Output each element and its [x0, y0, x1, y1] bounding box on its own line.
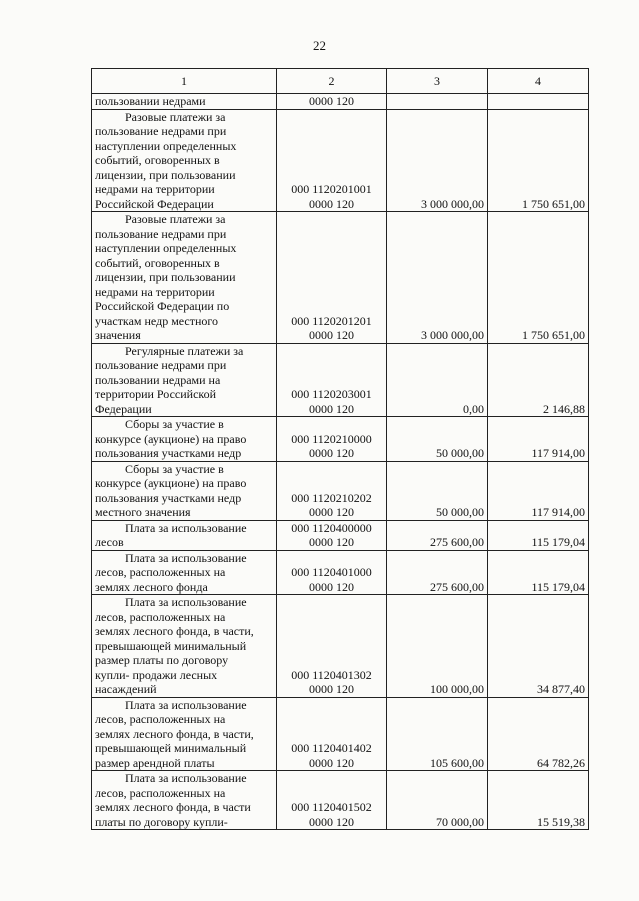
page-number: 22 — [313, 38, 326, 53]
row-actual-cell: 115 179,04 — [488, 520, 589, 550]
table-row — [92, 520, 589, 550]
row-name-cell: пользовании недрами — [92, 94, 277, 110]
row-code-cell: 000 1120201201 0000 120 — [277, 212, 387, 344]
row-name-cell: Плата за использование лесов, расположенных на землях лесного фонда, в части платы по договору купли- — [92, 771, 277, 830]
table-row — [92, 550, 589, 595]
table-row — [92, 343, 589, 417]
row-actual-cell: 117 914,00 — [488, 417, 589, 462]
column-header-4: 4 — [488, 69, 589, 94]
row-plan-cell: 0,00 — [387, 343, 488, 417]
row-code-cell: 000 1120401000 0000 120 — [277, 550, 387, 595]
row-actual-cell: 117 914,00 — [488, 461, 589, 520]
row-code-cell: 000 1120401402 0000 120 — [277, 697, 387, 771]
row-plan-cell: 105 600,00 — [387, 697, 488, 771]
row-code-cell: 000 1120401502 0000 120 — [277, 771, 387, 830]
row-code-cell: 000 1120210000 0000 120 — [277, 417, 387, 462]
row-plan-cell: 100 000,00 — [387, 595, 488, 698]
row-name-cell: Сборы за участие в конкурсе (аукционе) на право пользования участками недр — [92, 417, 277, 462]
table-row — [92, 595, 589, 698]
table-row — [92, 109, 589, 212]
row-code-cell: 000 1120203001 0000 120 — [277, 343, 387, 417]
table-row — [92, 697, 589, 771]
row-code-cell: 000 1120400000 0000 120 — [277, 520, 387, 550]
row-name-cell: Разовые платежи за пользование недрами при наступлении определенных событий, оговоренных в лицензии, при пользовании недрами на территории Российской Федерации по участкам недр местного значения — [92, 212, 277, 344]
row-plan-cell: 275 600,00 — [387, 520, 488, 550]
row-name-cell: Плата за использование лесов, расположенных на землях лесного фонда, в части, превышающей минимальный размер платы по договору купли- продажи лесных насаждений — [92, 595, 277, 698]
table-row — [92, 417, 589, 462]
column-header-3: 3 — [387, 69, 488, 94]
row-actual-cell: 64 782,26 — [488, 697, 589, 771]
budget-revenue-table — [91, 68, 589, 830]
row-actual-cell: 1 750 651,00 — [488, 109, 589, 212]
table-row — [92, 94, 589, 110]
row-plan-cell — [387, 94, 488, 110]
column-header-2: 2 — [277, 69, 387, 94]
row-actual-cell: 15 519,38 — [488, 771, 589, 830]
row-name-cell: Сборы за участие в конкурсе (аукционе) на право пользования участками недр местного значения — [92, 461, 277, 520]
row-plan-cell: 50 000,00 — [387, 461, 488, 520]
row-name-cell: Разовые платежи за пользование недрами при наступлении определенных событий, оговоренных в лицензии, при пользовании недрами на территории Российской Федерации — [92, 109, 277, 212]
table-body — [92, 94, 589, 830]
row-actual-cell: 115 179,04 — [488, 550, 589, 595]
row-actual-cell — [488, 94, 589, 110]
row-code-cell: 0000 120 — [277, 94, 387, 110]
row-name-cell: Плата за использование лесов, расположенных на землях лесного фонда — [92, 550, 277, 595]
row-actual-cell: 2 146,88 — [488, 343, 589, 417]
row-name-cell: Плата за использование лесов — [92, 520, 277, 550]
row-actual-cell: 34 877,40 — [488, 595, 589, 698]
row-plan-cell: 70 000,00 — [387, 771, 488, 830]
row-actual-cell: 1 750 651,00 — [488, 212, 589, 344]
table-row — [92, 212, 589, 344]
row-plan-cell: 275 600,00 — [387, 550, 488, 595]
row-code-cell: 000 1120210202 0000 120 — [277, 461, 387, 520]
row-name-cell: Плата за использование лесов, расположенных на землях лесного фонда, в части, превышающей минимальный размер арендной платы — [92, 697, 277, 771]
row-plan-cell: 50 000,00 — [387, 417, 488, 462]
column-header-1: 1 — [92, 69, 277, 94]
table-row — [92, 771, 589, 830]
row-plan-cell: 3 000 000,00 — [387, 109, 488, 212]
row-plan-cell: 3 000 000,00 — [387, 212, 488, 344]
table-header-row — [92, 69, 589, 94]
table-row — [92, 461, 589, 520]
row-code-cell: 000 1120201001 0000 120 — [277, 109, 387, 212]
row-name-cell: Регулярные платежи за пользование недрами при пользовании недрами на территории Российской Федерации — [92, 343, 277, 417]
row-code-cell: 000 1120401302 0000 120 — [277, 595, 387, 698]
